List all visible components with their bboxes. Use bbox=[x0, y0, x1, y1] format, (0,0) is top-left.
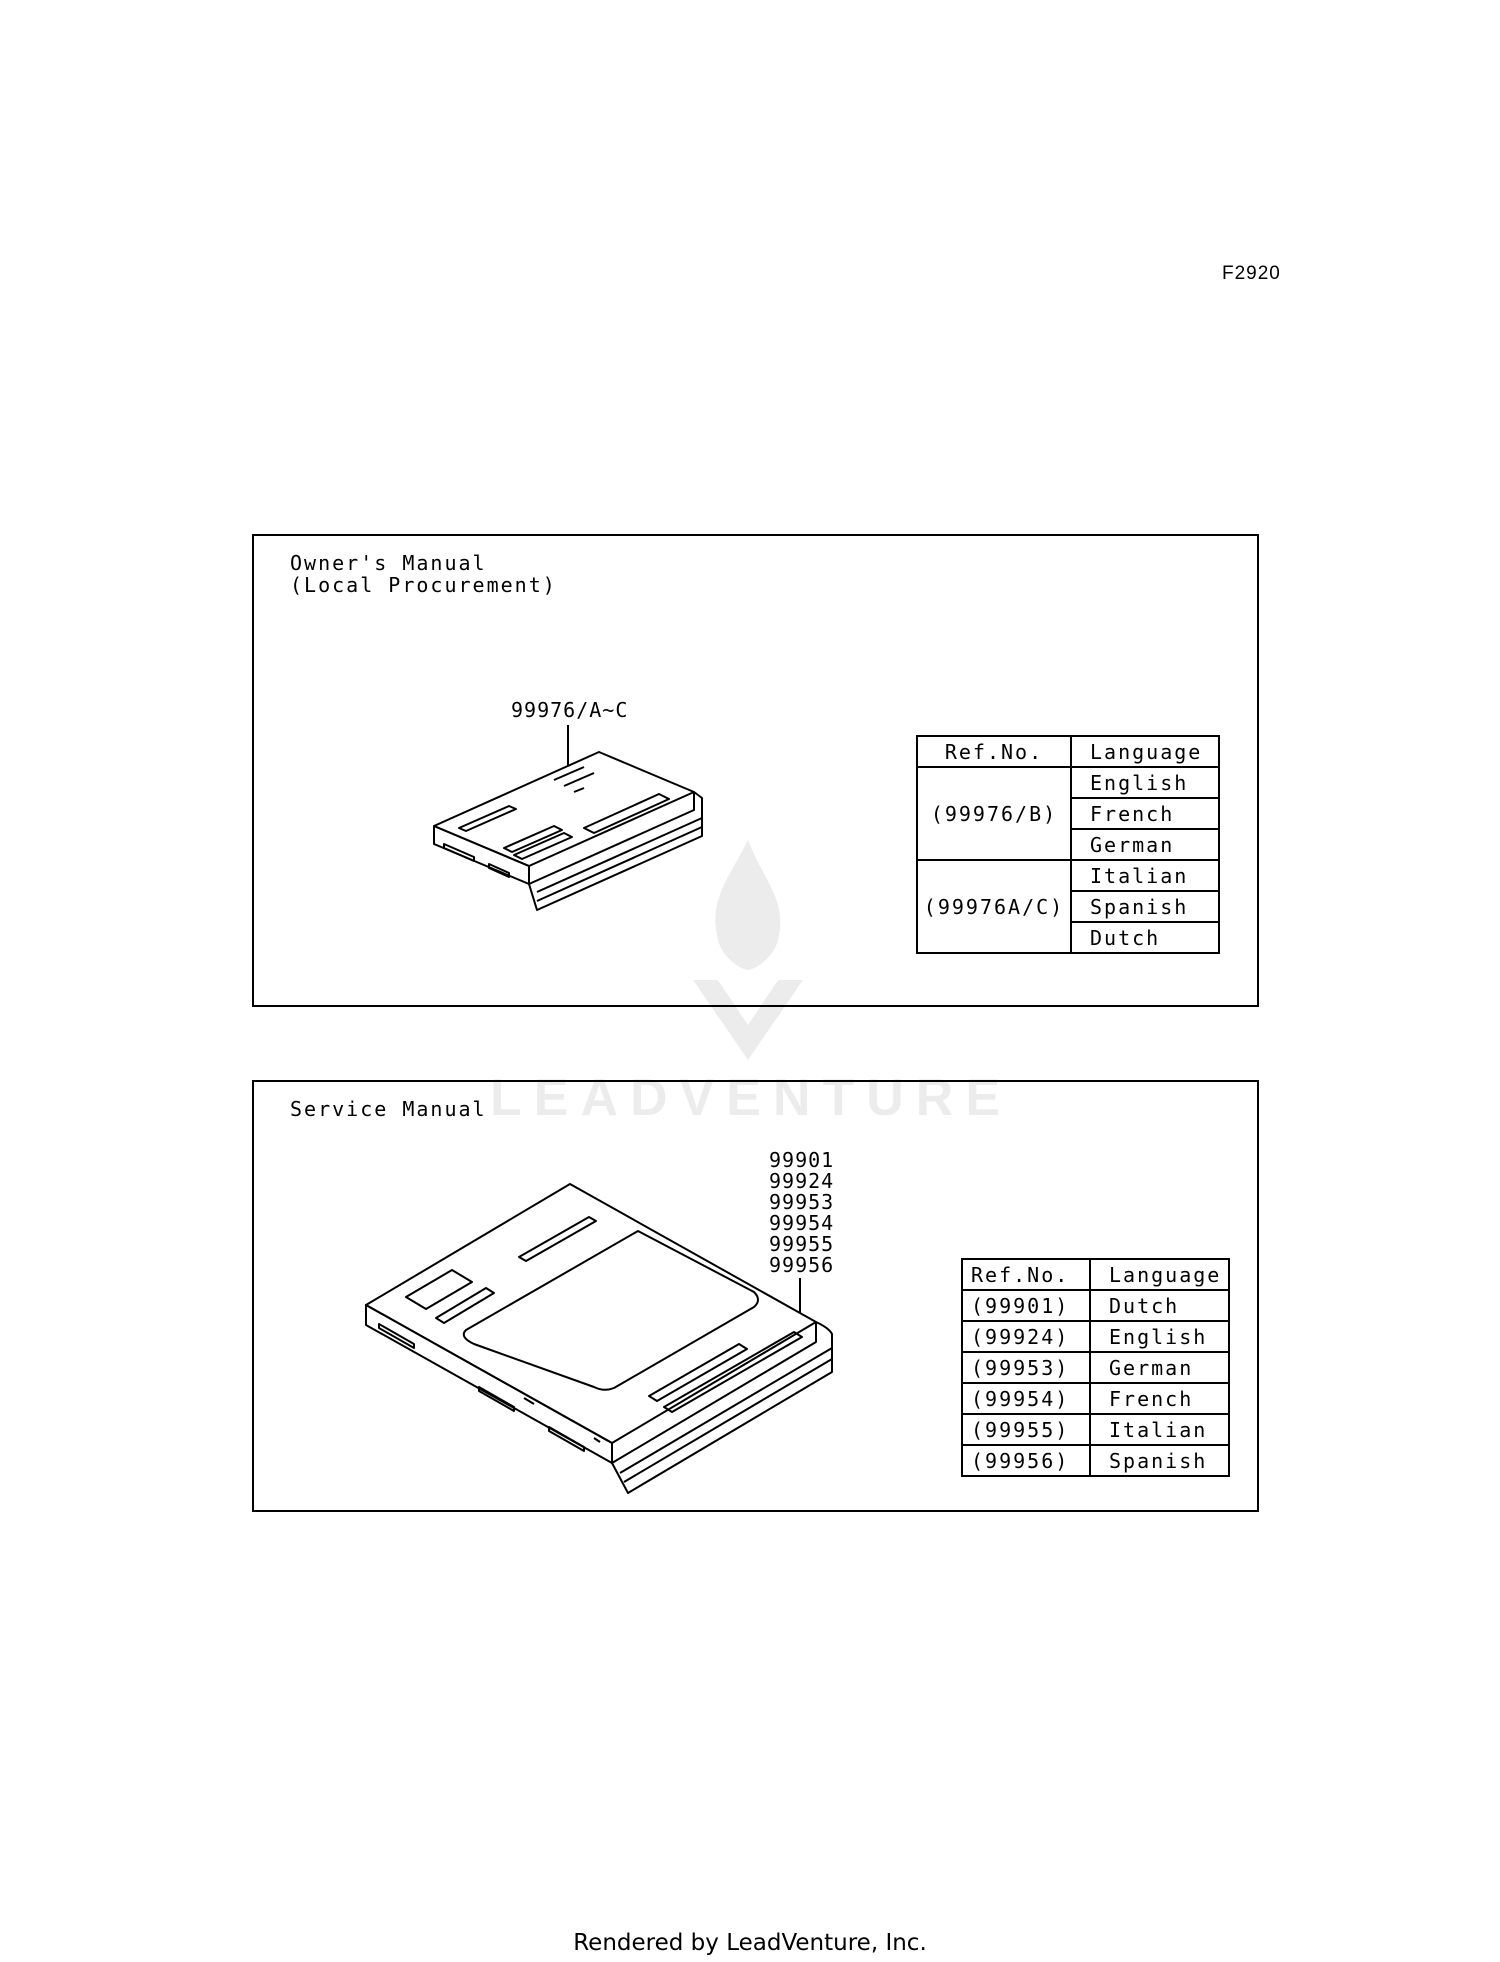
table-row bbox=[917, 860, 1219, 891]
ref-cell: (99976/B) bbox=[917, 767, 1071, 860]
table-row bbox=[962, 1383, 1229, 1414]
table-header-row bbox=[917, 736, 1219, 767]
service-manual-title-text: Service Manual bbox=[290, 1097, 487, 1121]
table-row bbox=[962, 1321, 1229, 1352]
watermark-text: LEADVENTURE bbox=[490, 1069, 1013, 1127]
callout-label: 99955 bbox=[769, 1232, 835, 1256]
language-cell: English bbox=[1090, 1321, 1229, 1352]
table-row bbox=[962, 1445, 1229, 1476]
ref-cell: (99956) bbox=[962, 1445, 1090, 1476]
ref-cell: (99976A/C) bbox=[917, 860, 1071, 953]
owners-manual-panel bbox=[252, 534, 1259, 1007]
header-language: Language bbox=[1071, 736, 1219, 767]
language-cell: Italian bbox=[1071, 860, 1219, 891]
ref-cell: (99901) bbox=[962, 1290, 1090, 1321]
callout-label: 99924 bbox=[769, 1169, 835, 1193]
ref-cell: (99953) bbox=[962, 1352, 1090, 1383]
language-cell: Spanish bbox=[1090, 1445, 1229, 1476]
service-manual-ref-table bbox=[961, 1258, 1230, 1477]
service-manual-panel bbox=[252, 1080, 1259, 1512]
language-cell: English bbox=[1071, 767, 1219, 798]
callout-label: 99976/A~C bbox=[511, 698, 629, 722]
header-ref-no: Ref.No. bbox=[962, 1259, 1090, 1290]
callout-label: 99954 bbox=[769, 1211, 835, 1235]
owners-manual-ref-table bbox=[916, 735, 1220, 954]
language-cell: Dutch bbox=[1090, 1290, 1229, 1321]
language-cell: German bbox=[1071, 829, 1219, 860]
language-cell: French bbox=[1090, 1383, 1229, 1414]
header-ref-no: Ref.No. bbox=[917, 736, 1071, 767]
ref-cell: (99955) bbox=[962, 1414, 1090, 1445]
figure-id: F2920 bbox=[1222, 263, 1281, 284]
callout-label: 99953 bbox=[769, 1190, 835, 1214]
language-cell: German bbox=[1090, 1352, 1229, 1383]
table-row bbox=[962, 1290, 1229, 1321]
callout-label: 99901 bbox=[769, 1148, 835, 1172]
callout-label: 99956 bbox=[769, 1253, 835, 1277]
language-cell: Dutch bbox=[1071, 922, 1219, 953]
table-row bbox=[962, 1414, 1229, 1445]
owners-manual-title-line1: Owner's Manual bbox=[290, 551, 487, 575]
table-row bbox=[917, 767, 1219, 798]
language-cell: Spanish bbox=[1071, 891, 1219, 922]
table-header-row bbox=[962, 1259, 1229, 1290]
owners-manual-title-line2: (Local Procurement) bbox=[290, 573, 557, 597]
footer-credit: Rendered by LeadVenture, Inc. bbox=[573, 1930, 927, 1956]
ref-cell: (99954) bbox=[962, 1383, 1090, 1414]
table-row bbox=[962, 1352, 1229, 1383]
language-cell: French bbox=[1071, 798, 1219, 829]
header-language: Language bbox=[1090, 1259, 1229, 1290]
ref-cell: (99924) bbox=[962, 1321, 1090, 1352]
language-cell: Italian bbox=[1090, 1414, 1229, 1445]
